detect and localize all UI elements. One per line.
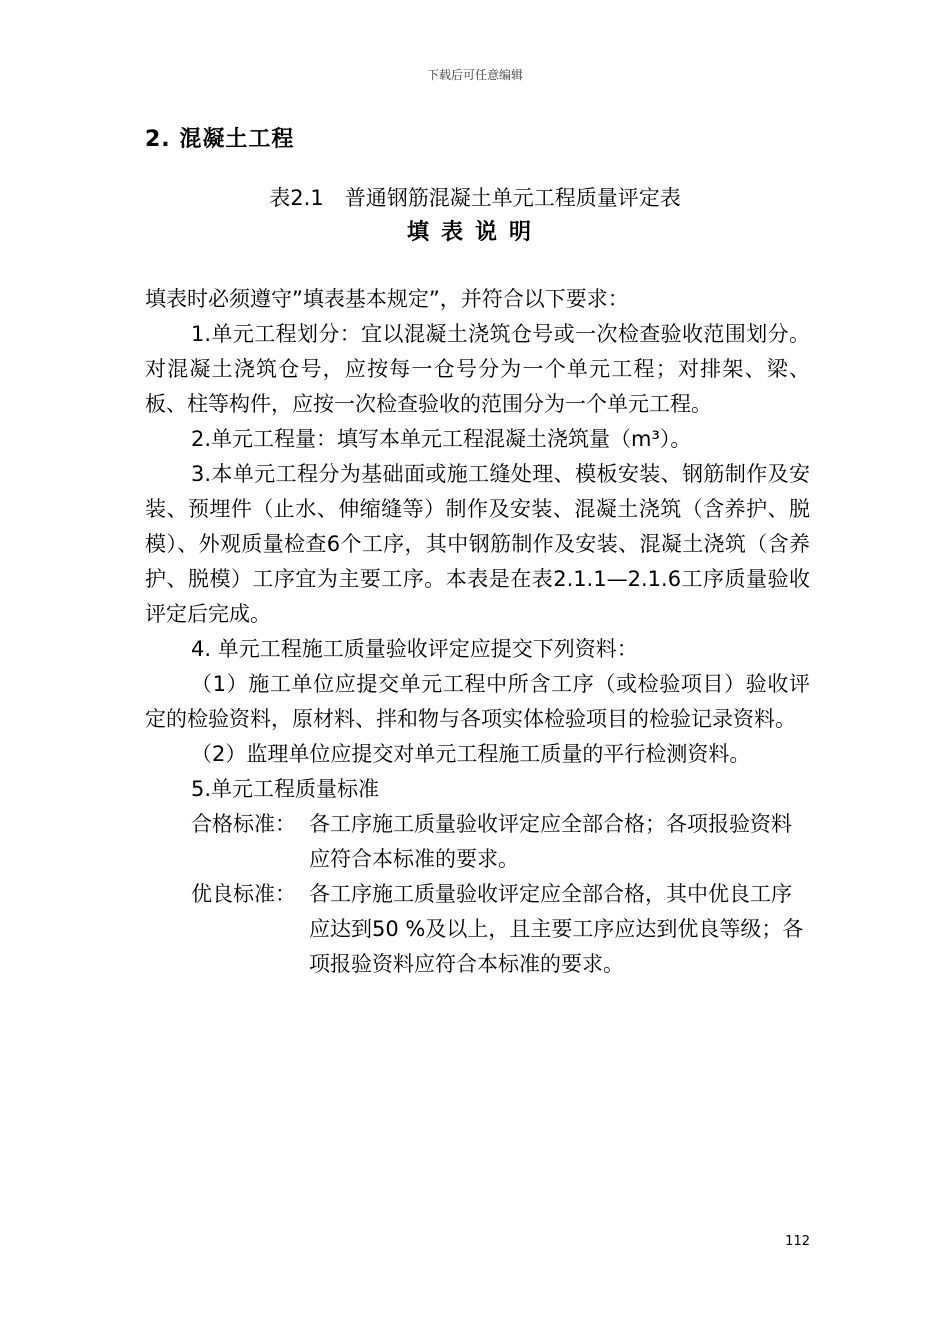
pass-standard-label: 合格标准： (191, 812, 296, 836)
paragraph-5: 5.单元工程质量标准 (191, 777, 380, 801)
intro-paragraph: 填表时必须遵守”填表基本规定”，并符合以下要求： (145, 287, 629, 311)
pass-standard-text: 各工序施工质量验收评定应全部合格；各项报验资料应符合本标准的要求。 (309, 812, 792, 871)
paragraph-4-1: （1）施工单位应提交单元工程中所含工序（或检验项目）验收评定的检验资料，原材料、拌和物与各项实体检验项目的检验记录资料。 (145, 672, 810, 731)
excellent-standard-label: 优良标准： (191, 882, 296, 906)
paragraph-4: 4. 单元工程施工质量验收评定应提交下列资料： (191, 637, 638, 661)
excellent-standard (191, 877, 810, 982)
table-caption: 表2.1 普通钢筋混凝土单元工程质量评定表 (269, 186, 681, 210)
paragraph-2: 2.单元工程量：填写本单元工程混凝土浇筑量（m³）。 (191, 427, 692, 451)
header-note: 下载后可任意编辑 (426, 68, 523, 82)
instructions-body (145, 282, 810, 982)
page-number: 112 (785, 1234, 810, 1249)
paragraph-3: 3.本单元工程分为基础面或施工缝处理、模板安装、钢筋制作及安装、预埋件（止水、伸缩缝等）制作及安装、混凝土浇筑（含养护、脱模）、外观质量检查6个工序，其中钢筋制作及安装、混凝土浇筑（含养护、脱模）工序宜为主要工序。本表是在表2.1.1—2.1.6工序质量验收评定后完成。 (145, 462, 810, 626)
paragraph-4-2: （2）监理单位应提交对单元工程施工质量的平行检测资料。 (191, 742, 751, 766)
table-subtitle: 填表说明 (406, 220, 543, 245)
excellent-standard-text: 各工序施工质量验收评定应全部合格，其中优良工序应达到50 %及以上，且主要工序应达到优良等级；各项报验资料应符合本标准的要求。 (309, 882, 804, 976)
pass-standard (191, 807, 810, 877)
paragraph-1: 1.单元工程划分：宜以混凝土浇筑仓号或一次检查验收范围划分。对混凝土浇筑仓号，应按每一仓号分为一个单元工程；对排架、梁、板、柱等构件，应按一次检查验收的范围分为一个单元工程。 (145, 322, 810, 416)
section-title: 2. 混凝土工程 (145, 127, 295, 152)
